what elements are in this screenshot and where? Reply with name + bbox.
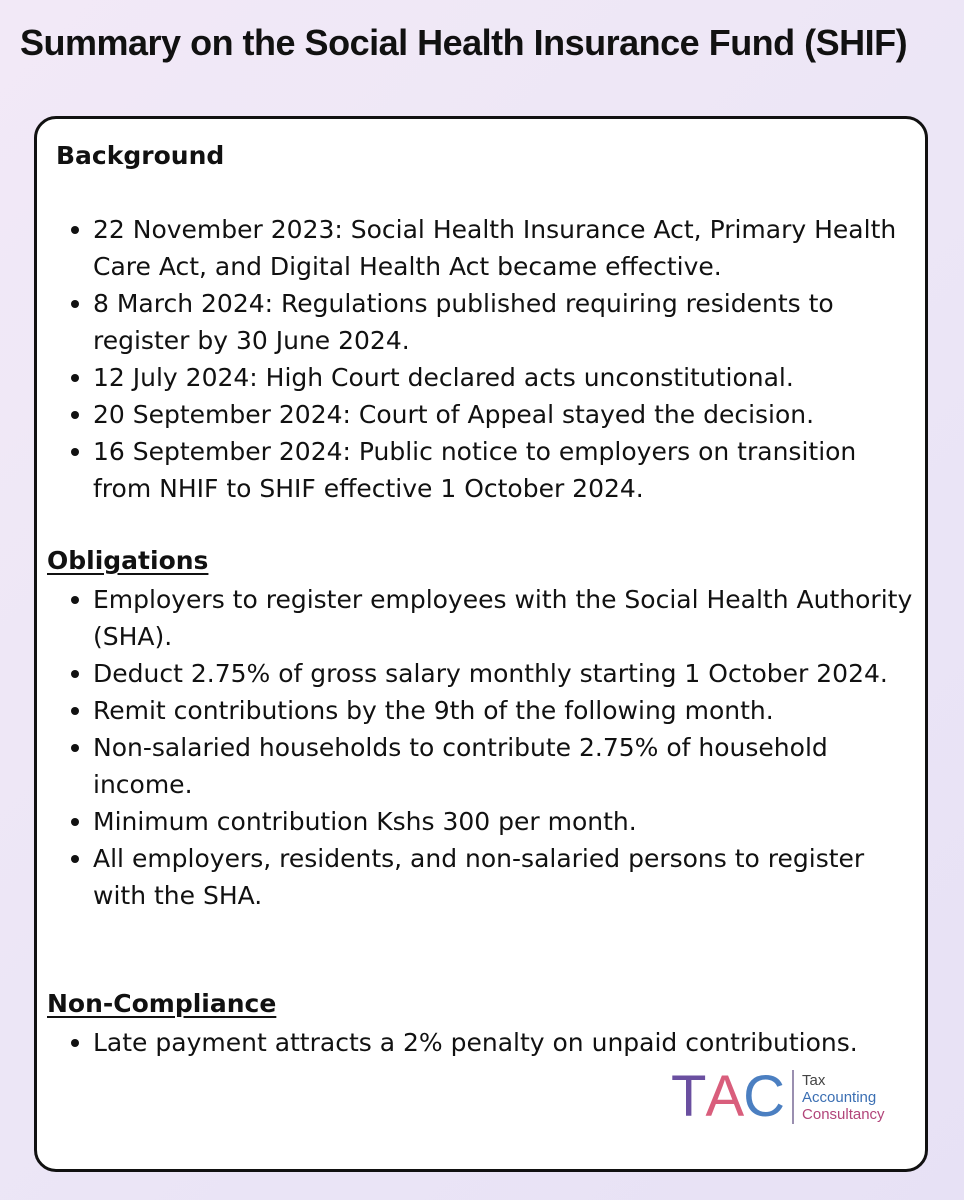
list-item: 8 March 2024: Regulations published requiring residents to register by 30 June 2024.	[37, 285, 925, 359]
list-item: Employers to register employees with the Social Health Authority (SHA).	[37, 581, 925, 655]
non-compliance-list	[37, 1024, 925, 1061]
logo-line-consultancy: Consultancy	[802, 1105, 885, 1123]
list-item: 20 September 2024: Court of Appeal stayed the decision.	[37, 396, 925, 433]
page-title: Summary on the Social Health Insurance Fund (SHIF)	[20, 22, 908, 63]
background-list	[37, 211, 925, 507]
obligations-list	[37, 581, 925, 914]
logo-wordmark	[802, 1072, 885, 1123]
logo-letter-c: C	[743, 1064, 785, 1129]
obligations-heading: Obligations	[47, 546, 209, 575]
list-item: 22 November 2023: Social Health Insurance Act, Primary Health Care Act, and Digital Health Act became effective.	[37, 211, 925, 285]
background-heading: Background	[56, 141, 225, 170]
list-item: 12 July 2024: High Court declared acts unconstitutional.	[37, 359, 925, 396]
logo-letter-t: T	[671, 1064, 706, 1129]
list-item: 16 September 2024: Public notice to employers on transition from NHIF to SHIF effective 1 October 2024.	[37, 433, 925, 507]
list-item: Minimum contribution Kshs 300 per month.	[37, 803, 925, 840]
tac-logo-mark	[671, 1064, 785, 1129]
list-item: Remit contributions by the 9th of the following month.	[37, 692, 925, 729]
logo-divider	[792, 1070, 794, 1124]
logo-line-tax: Tax	[802, 1071, 826, 1089]
tac-logo	[671, 1064, 885, 1129]
non-compliance-heading: Non-Compliance	[47, 989, 277, 1018]
list-item: Deduct 2.75% of gross salary monthly starting 1 October 2024.	[37, 655, 925, 692]
list-item: Non-salaried households to contribute 2.75% of household income.	[37, 729, 925, 803]
list-item: Late payment attracts a 2% penalty on unpaid contributions.	[37, 1024, 925, 1061]
logo-letter-a: A	[705, 1064, 744, 1129]
summary-card	[34, 116, 928, 1172]
logo-line-accounting: Accounting	[802, 1088, 877, 1106]
list-item: All employers, residents, and non-salaried persons to register with the SHA.	[37, 840, 925, 914]
